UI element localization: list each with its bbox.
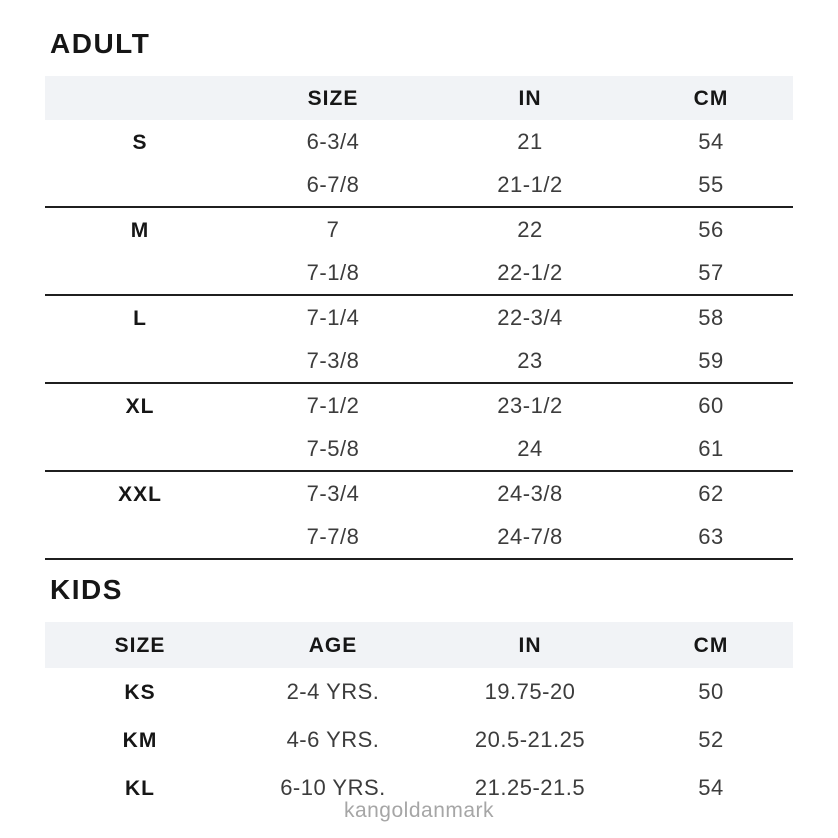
cm-value: 56 bbox=[698, 217, 724, 242]
kids-header-row bbox=[45, 622, 793, 668]
inches-value: 22-1/2 bbox=[497, 260, 563, 285]
kids-size-table bbox=[45, 622, 793, 812]
kids-size-label: KM bbox=[122, 728, 158, 752]
table-row bbox=[45, 472, 793, 516]
cm-value: 59 bbox=[698, 348, 724, 373]
hat-size-value: 7-7/8 bbox=[306, 524, 360, 549]
inches-value: 22 bbox=[517, 217, 543, 242]
kids-size-label: KL bbox=[125, 776, 155, 800]
inches-value: 21 bbox=[517, 129, 543, 154]
adult-header-in: IN bbox=[518, 86, 542, 110]
hat-size-value: 7 bbox=[326, 217, 340, 242]
hat-size-value: 7-3/4 bbox=[306, 481, 360, 506]
inches-value: 24-3/8 bbox=[497, 481, 563, 506]
kids-size-label: KS bbox=[124, 680, 156, 704]
adult-header-cm: CM bbox=[693, 86, 729, 110]
inches-value: 23-1/2 bbox=[497, 393, 563, 418]
table-row bbox=[45, 120, 793, 164]
table-row bbox=[45, 668, 793, 716]
cm-value: 50 bbox=[698, 679, 724, 704]
age-value: 6-10 YRS. bbox=[280, 775, 386, 800]
table-row bbox=[45, 340, 793, 384]
table-row bbox=[45, 296, 793, 340]
cm-value: 58 bbox=[698, 305, 724, 330]
kids-section-title: KIDS bbox=[50, 574, 123, 605]
kids-header-size: SIZE bbox=[114, 633, 166, 657]
hat-size-value: 7-1/8 bbox=[306, 260, 360, 285]
hat-size-value: 7-3/8 bbox=[306, 348, 360, 373]
hat-size-value: 6-3/4 bbox=[306, 129, 360, 154]
cm-value: 55 bbox=[698, 172, 724, 197]
kids-header-cm: CM bbox=[693, 633, 729, 657]
table-row bbox=[45, 716, 793, 764]
age-value: 2-4 YRS. bbox=[286, 679, 380, 704]
table-row bbox=[45, 164, 793, 208]
table-row bbox=[45, 516, 793, 560]
inches-value: 24-7/8 bbox=[497, 524, 563, 549]
cm-value: 61 bbox=[698, 436, 724, 461]
hat-size-value: 7-1/2 bbox=[306, 393, 360, 418]
size-group-label: M bbox=[130, 218, 150, 242]
kids-header-in: IN bbox=[518, 633, 542, 657]
hat-size-value: 7-1/4 bbox=[306, 305, 360, 330]
inches-value: 23 bbox=[517, 348, 543, 373]
cm-value: 60 bbox=[698, 393, 724, 418]
size-group-label: XL bbox=[125, 394, 155, 418]
size-group-label: XXL bbox=[118, 482, 162, 506]
adult-header-row bbox=[45, 76, 793, 120]
table-row bbox=[45, 384, 793, 428]
inches-value: 22-3/4 bbox=[497, 305, 563, 330]
cm-value: 62 bbox=[698, 481, 724, 506]
size-group-label: S bbox=[132, 130, 148, 154]
table-row bbox=[45, 428, 793, 472]
table-row bbox=[45, 208, 793, 252]
cm-value: 54 bbox=[698, 129, 724, 154]
inches-value: 21.25-21.5 bbox=[474, 775, 586, 800]
inches-value: 21-1/2 bbox=[497, 172, 563, 197]
cm-value: 52 bbox=[698, 727, 724, 752]
kids-header-age: AGE bbox=[308, 633, 358, 657]
inches-value: 24 bbox=[517, 436, 543, 461]
cm-value: 63 bbox=[698, 524, 724, 549]
age-value: 4-6 YRS. bbox=[286, 727, 380, 752]
inches-value: 20.5-21.25 bbox=[474, 727, 586, 752]
inches-value: 19.75-20 bbox=[484, 679, 576, 704]
adult-size-table bbox=[45, 76, 793, 560]
hat-size-value: 7-5/8 bbox=[306, 436, 360, 461]
cm-value: 57 bbox=[698, 260, 724, 285]
adult-section-title: ADULT bbox=[50, 28, 151, 59]
watermark-text: kangoldanmark bbox=[343, 799, 495, 822]
adult-header-size: SIZE bbox=[307, 86, 359, 110]
hat-size-value: 6-7/8 bbox=[306, 172, 360, 197]
cm-value: 54 bbox=[698, 775, 724, 800]
size-group-label: L bbox=[133, 306, 147, 330]
table-row bbox=[45, 252, 793, 296]
